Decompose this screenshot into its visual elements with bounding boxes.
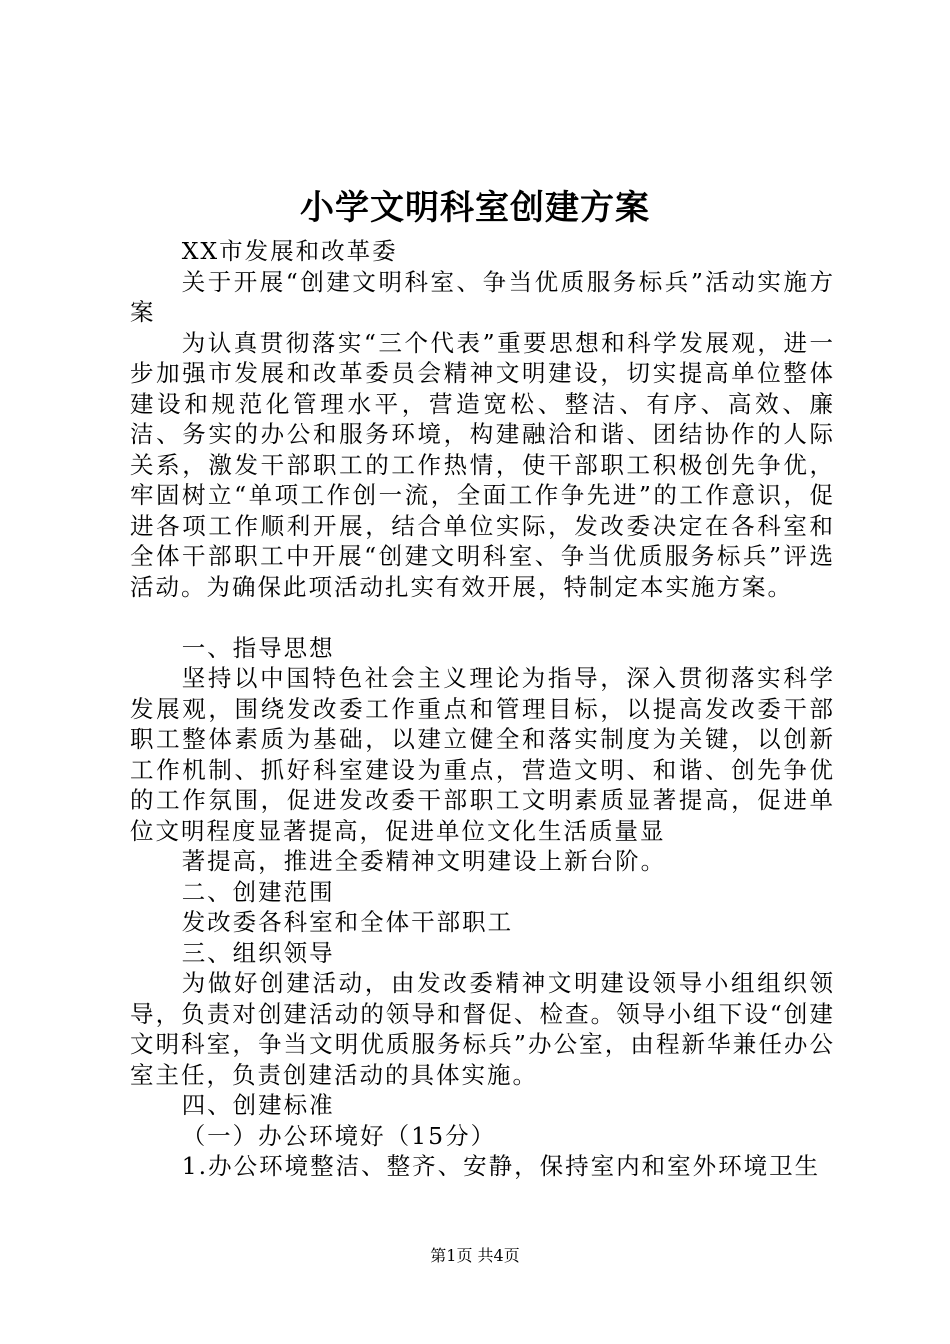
section-heading-scope: 二、创建范围 — [181, 877, 335, 906]
intro-paragraph: 为认真贯彻落实“三个代表”重要思想和科学发展观，进一步加强市发展和改革委员会精神文明建设，切实提高单位整体建设和规范化管理水平，营造宽松、整洁、有序、高效、廉洁、务实的办公和服务环境，构建融洽和谐、团结协作的人际关系，激发干部职工的工作热情，使干部职工积极创先争优，牢固树立“单项工作创一流，全面工作争先进”的工作意识，促进各项工作顺利开展，结合单位实际，发改委决定在各科室和全体干部职工中开展“创建文明科室、争当优质服务标兵”评选活动。为确保此项活动扎实有效开展，特制定本实施方案。 — [130, 328, 835, 601]
subsection-heading-office-environment: （一）办公环境好（15分） — [181, 1121, 497, 1150]
section-heading-standards: 四、创建标准 — [181, 1091, 335, 1119]
guiding-idea-continuation: 著提高，推进全委精神文明建设上新台阶。 — [181, 847, 667, 875]
document-title: 小学文明科室创建方案 — [300, 188, 650, 228]
guiding-idea-paragraph: 坚持以中国特色社会主义理论为指导，深入贯彻落实科学发展观，围绕发改委工作重点和管理目标，以提高发改委干部职工整体素质为基础，以建立健全和落实制度为关键，以创新工作机制、抓好科室建设为重点，营造文明、和谐、创先争优的工作氛围，促进发改委干部职工文明素质显著提高，促进单位文明程度显著提高，促进单位文化生活质量显 — [130, 664, 835, 845]
list-item-1: 1.办公环境整洁、整齐、安静，保持室内和室外环境卫生 — [181, 1152, 821, 1180]
page-number-footer: 第1页 共4页 — [430, 1246, 520, 1265]
document-body — [130, 236, 835, 1182]
subtitle-line: 关于开展“创建文明科室、争当优质服务标兵”活动实施方案 — [130, 267, 835, 326]
issuer-line: XX市发展和改革委 — [181, 237, 398, 265]
scope-paragraph: 发改委各科室和全体干部职工 — [181, 908, 514, 936]
section-heading-guiding-idea: 一、指导思想 — [181, 633, 335, 662]
section-heading-leadership: 三、组织领导 — [181, 938, 335, 967]
leadership-paragraph: 为做好创建活动，由发改委精神文明建设领导小组组织领导，负责对创建活动的领导和督促、检查。领导小组下设“创建文明科室，争当文明优质服务标兵”办公室，由程新华兼任办公室主任，负责创建活动的具体实施。 — [130, 969, 835, 1089]
